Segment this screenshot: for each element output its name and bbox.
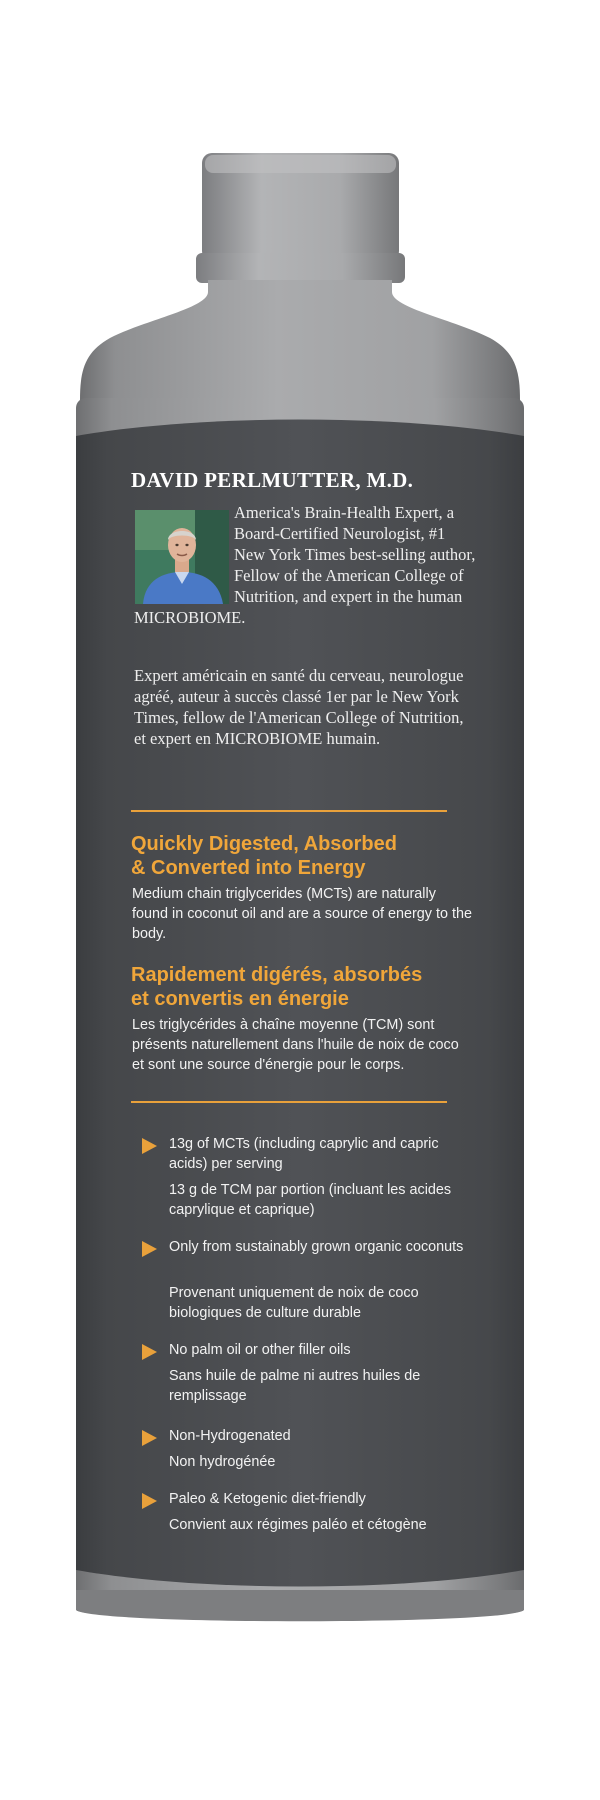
bullet-english: 13g of MCTs (including caprylic and capric acids) per serving xyxy=(169,1136,439,1172)
triangle-right-icon xyxy=(140,1492,158,1510)
body-french: Les triglycérides à chaîne moyenne (TCM) sont présents naturellement dans l'huile de noix de coco et sont une source d'énergie pour le corps. xyxy=(132,1017,459,1073)
bullet-french: Provenant uniquement de noix de coco biologiques de culture durable xyxy=(169,1285,419,1321)
author-name: DAVID PERLMUTTER, M.D. xyxy=(131,468,414,492)
bio-english-text: America's Brain-Health Expert, a Board-Certified Neurologist, #1 New York Times best-selling author, Fellow of the American College of Nutrition, and expert in the human MICROBIOME. xyxy=(134,503,476,627)
heading-french-line-1: Rapidement digérés, absorbés xyxy=(131,964,423,986)
triangle-right-icon xyxy=(140,1343,158,1361)
heading-english xyxy=(131,832,471,880)
triangle-right-icon xyxy=(140,1240,158,1258)
body-english: Medium chain triglycerides (MCTs) are naturally found in coconut oil and are a source of energy to the body. xyxy=(132,886,473,942)
bullet-english: Paleo & Ketogenic diet-friendly xyxy=(169,1491,366,1507)
bullet-french: Sans huile de palme ni autres huiles de remplissage xyxy=(169,1368,421,1404)
author-bio-french: Expert américain en santé du cerveau, neurologue agréé, auteur à succès classé 1er par le New York Times, fellow de l'American College of Nutrition, et expert en MICROBIOME humain. xyxy=(134,666,464,748)
heading-english-line-1: Quickly Digested, Absorbed xyxy=(131,833,397,855)
bullet-french: Non hydrogénée xyxy=(169,1454,276,1470)
bullet-english: Only from sustainably grown organic coconuts xyxy=(169,1239,464,1255)
heading-french-line-2: et convertis en énergie xyxy=(131,988,349,1010)
bullet-english: No palm oil or other filler oils xyxy=(169,1342,351,1358)
portrait-photo xyxy=(135,510,229,604)
bullet-french: Convient aux régimes paléo et cétogène xyxy=(169,1517,427,1533)
triangle-right-icon xyxy=(140,1137,158,1155)
heading-french xyxy=(131,963,471,1011)
divider-line xyxy=(131,1101,447,1103)
bullet-french: 13 g de TCM par portion (incluant les acides caprylique et caprique) xyxy=(169,1182,452,1218)
divider-line xyxy=(131,810,447,812)
triangle-right-icon xyxy=(140,1429,158,1447)
bullet-english: Non-Hydrogenated xyxy=(169,1428,291,1444)
heading-english-line-2: & Converted into Energy xyxy=(131,857,366,879)
